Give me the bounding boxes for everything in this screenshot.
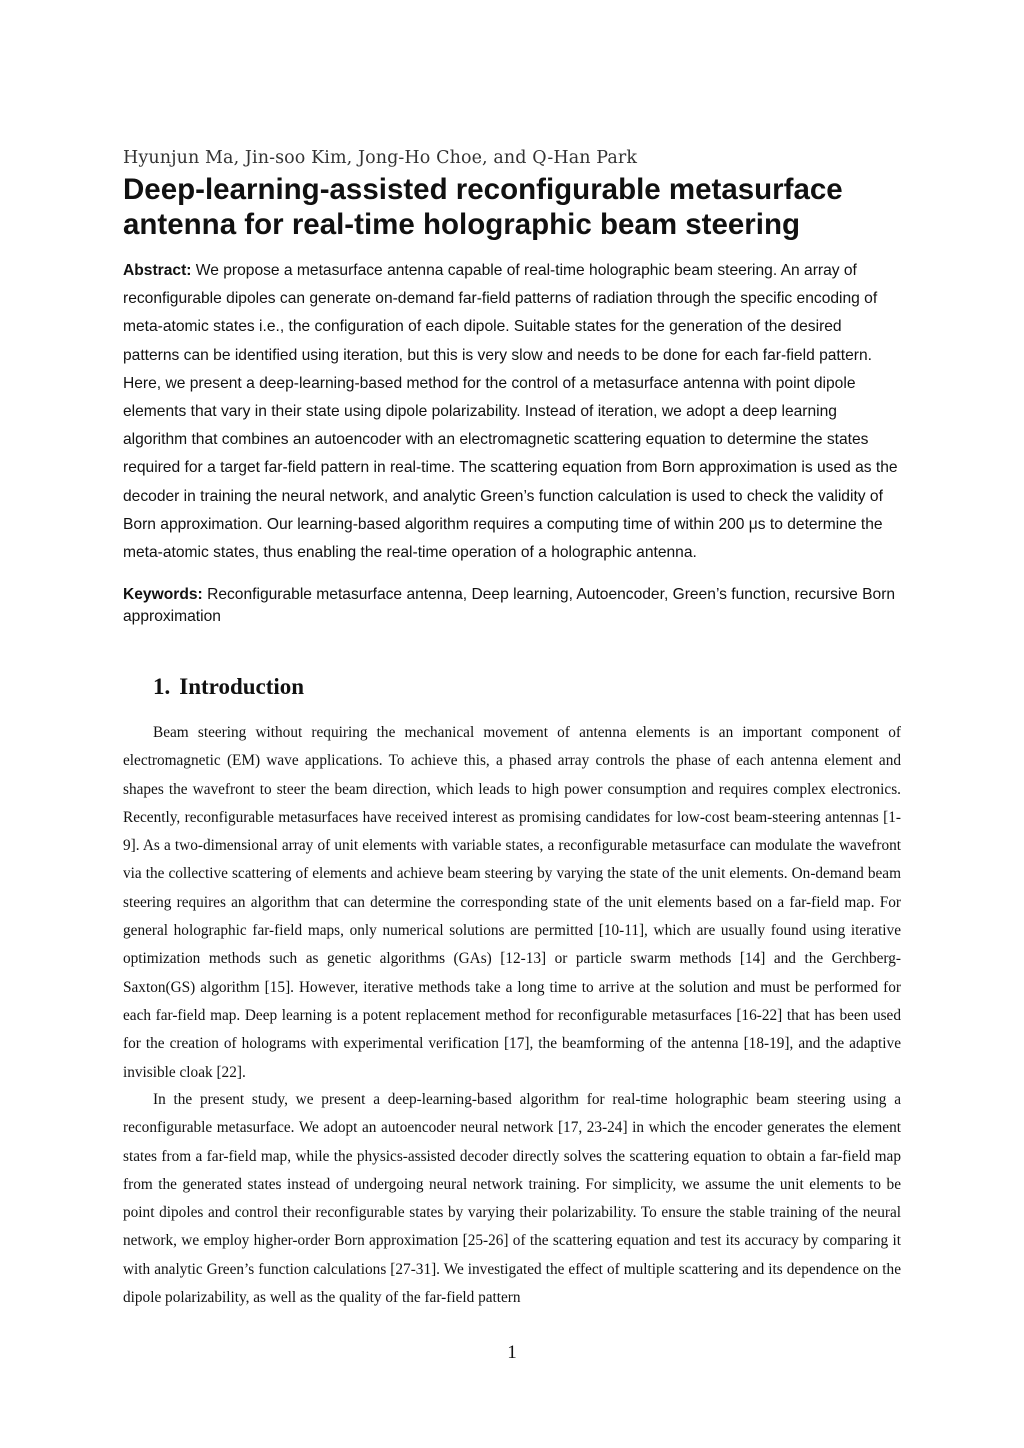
abstract	[123, 257, 901, 567]
author-list: Hyunjun Ma, Jin-soo Kim, Jong-Ho Choe, and Q-Han Park	[123, 148, 638, 168]
keywords	[123, 584, 901, 628]
abstract-text: We propose a metasurface antenna capable of real-time holographic beam steering. An array of reconfigurable dipoles can generate on-demand far-field patterns of radiation through the specific encoding of meta-atomic states i.e., the configuration of each dipole. Suitable states for the generation of the desired patterns can be identified using iteration, but this is very slow and needs to be done for each far-field pattern. Here, we present a deep-learning-based method for the control of a metasurface antenna with point dipole elements that vary in their state using dipole polarizability. Instead of iteration, we adopt a deep learning algorithm that combines an autoencoder with an electromagnetic scattering equation to determine the states required for a target far-field pattern in real-time. The scattering equation from Born approximation is used as the decoder in training the neural network, and analytic Green’s function calculation is used to check the validity of Born approximation. Our learning-based algorithm requires a computing time of within 200 μs to determine the meta-atomic states, thus enabling the real-time operation of a holographic antenna.	[123, 262, 898, 562]
paper-title: Deep-learning-assisted reconfigurable metasurface antenna for real-time holographic beam steering	[123, 173, 843, 241]
page-number: 1	[507, 1342, 517, 1363]
section-number: 1.	[153, 674, 171, 699]
keywords-label: Keywords:	[123, 586, 203, 603]
section-title: Introduction	[179, 674, 305, 699]
body-paragraph: Beam steering without requiring the mechanical movement of antenna elements is an important component of electromagnetic (EM) wave applications. To achieve this, a phased array controls the phase of each antenna element and shapes the wavefront to steer the beam direction, which leads to high power consumption and requires complex electronics. Recently, reconfigurable metasurfaces have received interest as promising candidates for low-cost beam-steering antennas [1-9]. As a two-dimensional array of unit elements with variable states, a reconfigurable metasurface can modulate the wavefront via the collective scattering of elements and achieve beam steering by varying the state of the unit elements. On-demand beam steering requires an algorithm that can determine the corresponding state of the unit elements based on a far-field map. For general holographic far-field maps, only numerical solutions are permitted [10-11], which are usually found using iterative optimization methods such as genetic algorithms (GAs) [12-13] or particle swarm methods [14] and the Gerchberg-Saxton(GS) algorithm [15]. However, iterative methods take a long time to arrive at the solution and must be performed for each far-field map. Deep learning is a potent replacement method for reconfigurable metasurfaces [16-22] that has been used for the creation of holograms with experimental verification [17], the beamforming of the antenna [18-19], and the adaptive invisible cloak [22].	[123, 724, 901, 1081]
section-heading-introduction	[153, 674, 304, 700]
abstract-label: Abstract:	[123, 262, 192, 279]
body-paragraph: In the present study, we present a deep-learning-based algorithm for real-time holographic beam steering using a reconfigurable metasurface. We adopt an autoencoder neural network [17, 23-24] in which the encoder generates the element states from a far-field map, while the physics-assisted decoder directly solves the scattering equation to obtain a far-field map from the generated states instead of undergoing neural network training. For simplicity, we assume the unit elements to be point dipoles and control their reconfigurable states by varying their polarizability. To ensure the stable training of the neural network, we employ higher-order Born approximation [25-26] of the scattering equation and test its accuracy by comparing it with analytic Green’s function calculations [27-31]. We investigated the effect of multiple scattering and its dependence on the dipole polarizability, as well as the quality of the far-field pattern	[123, 1091, 901, 1307]
keywords-text: Reconfigurable metasurface antenna, Deep learning, Autoencoder, Green’s function, recursive Born approximation	[123, 586, 896, 625]
